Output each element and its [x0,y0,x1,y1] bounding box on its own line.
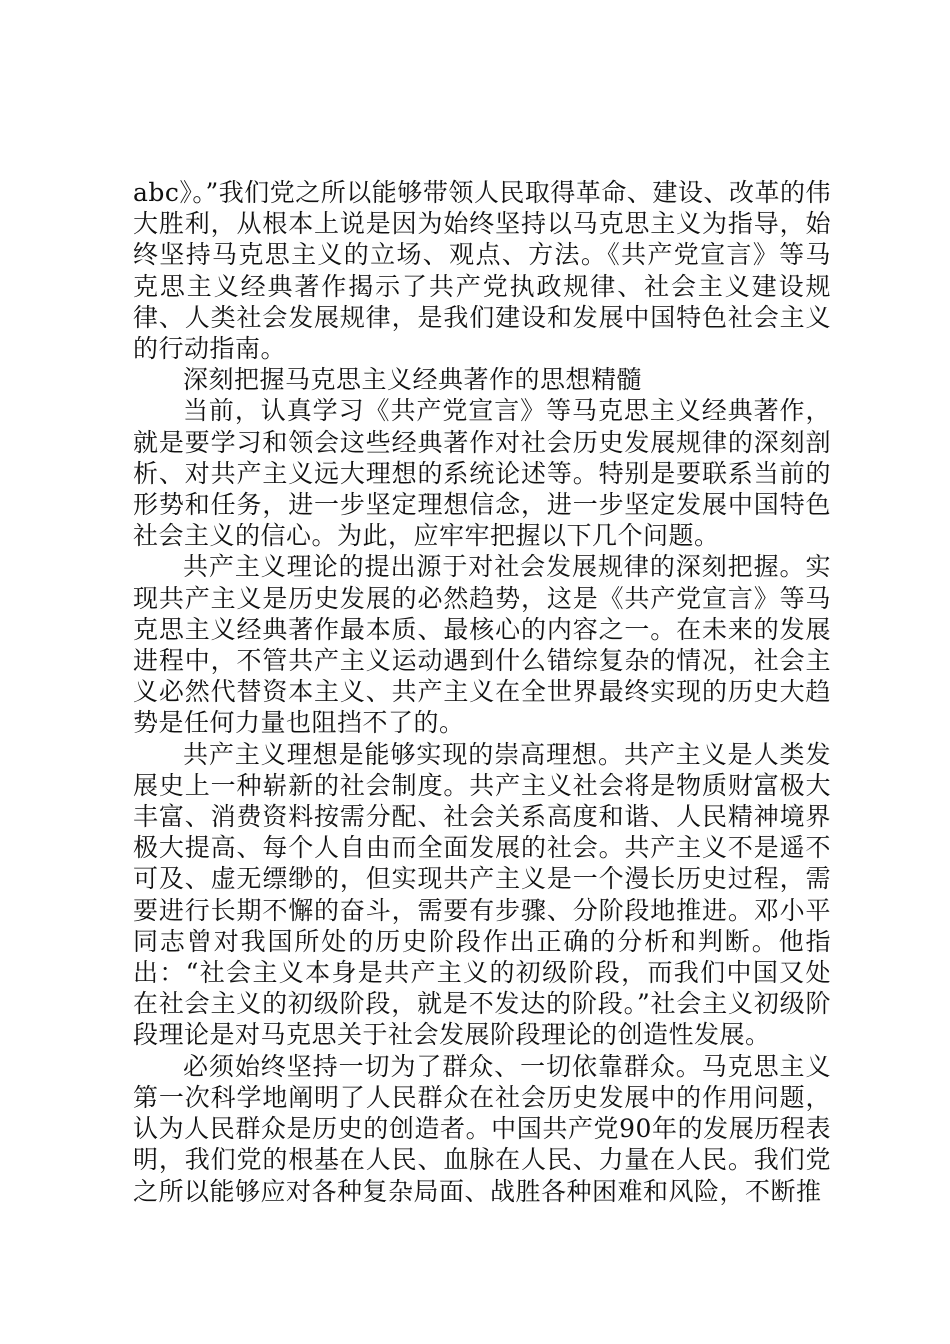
paragraph-continuation: abc》。”我们党之所以能够带领人民取得革命、建设、改革的伟大胜利，从根本上说是因为始终坚持以马克思主义为指导，始终坚持马克思主义的立场、观点、方法。《共产党宣言》等马克思主义经典著作揭示了共产党执政规律、社会主义建设规律、人类社会发展规律，是我们建设和发展中国特色社会主义的行动指南。 [133,178,831,364]
paragraph-masses: 必须始终坚持一切为了群众、一切依靠群众。马克思主义第一次科学地阐明了人民群众在社会历史发展中的作用问题，认为人民群众是历史的创造者。中国共产党90年的发展历程表明，我们党的根基在人民、血脉在人民、力量在人民。我们党之所以能够应对各种复杂局面、战胜各种困难和风险，不断推 [133,1051,831,1206]
document-body [133,177,831,1207]
paragraph-current-study: 当前，认真学习《共产党宣言》等马克思主义经典著作，就是要学习和领会这些经典著作对社会历史发展规律的深刻剖析、对共产主义远大理想的系统论述等。特别是要联系当前的形势和任务，进一步坚定理想信念，进一步坚定发展中国特色社会主义的信心。为此，应牢牢把握以下几个问题。 [133,396,831,551]
paragraph-communist-ideal: 共产主义理想是能够实现的崇高理想。共产主义是人类发展史上一种崭新的社会制度。共产主义社会将是物质财富极大丰富、消费资料按需分配、社会关系高度和谐、人民精神境界极大提高、每个人自由而全面发展的社会。共产主义不是遥不可及、虚无缥缈的，但实现共产主义是一个漫长历史过程，需要进行长期不懈的奋斗，需要有步骤、分阶段地推进。邓小平同志曾对我国所处的历史阶段作出正确的分析和判断。他指出：“社会主义本身是共产主义的初级阶段，而我们中国又处在社会主义的初级阶段，就是不发达的阶段。”社会主义初级阶段理论是对马克思关于社会发展阶段理论的创造性发展。 [133,739,831,1050]
paragraph-communist-theory: 共产主义理论的提出源于对社会发展规律的深刻把握。实现共产主义是历史发展的必然趋势，这是《共产党宣言》等马克思主义经典著作最本质、最核心的内容之一。在未来的发展进程中，不管共产主义运动遇到什么错综复杂的情况，社会主义必然代替资本主义、共产主义在全世界最终实现的历史大趋势是任何力量也阻挡不了的。 [133,552,831,738]
section-heading: 深刻把握马克思主义经典著作的思想精髓 [183,365,643,395]
